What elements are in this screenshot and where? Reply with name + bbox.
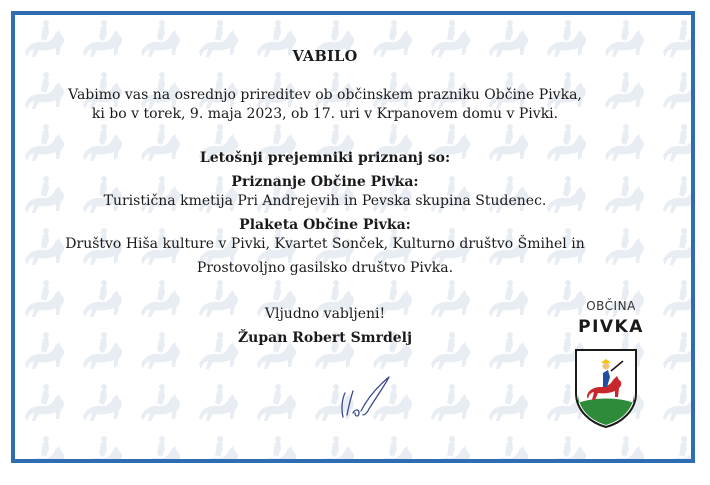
- signature-image: [325, 365, 405, 425]
- award2-recipients-line-1: Društvo Hiša kulture v Pivki, Kvartet Sonček, Kulturno društvo Šmihel in: [65, 236, 585, 252]
- award1-recipients: Turistična kmetija Pri Andrejevih in Pevska skupina Studenec.: [103, 193, 547, 209]
- logo-municipality-name: PIVKA: [578, 317, 644, 337]
- intro-line-2: ki bo v torek, 9. maja 2023, ob 17. uri v Krpanovem domu v Pivki.: [91, 106, 559, 122]
- invitation-heading: VABILO: [292, 48, 358, 65]
- award2-title: Plaketa Občine Pivka:: [239, 217, 411, 233]
- closing-text: Vljudno vabljeni!: [264, 306, 386, 322]
- award2-recipients-line-2: Prostovoljno gasilsko društvo Pivka.: [196, 260, 454, 276]
- invitation-card: [11, 11, 695, 463]
- intro-line-1: Vabimo vas na osrednjo prireditev ob občinskem prazniku Občine Pivka,: [68, 87, 582, 103]
- horse-rider-crest-icon: [573, 347, 639, 429]
- invitation-content: [15, 15, 691, 459]
- signatory: Župan Robert Smrdelj: [237, 330, 413, 346]
- recipients-heading: Letošnji prejemniki priznanj so:: [199, 150, 451, 166]
- logo-municipality-label: OBČINA: [586, 299, 636, 313]
- award1-title: Priznanje Občine Pivka:: [231, 174, 419, 190]
